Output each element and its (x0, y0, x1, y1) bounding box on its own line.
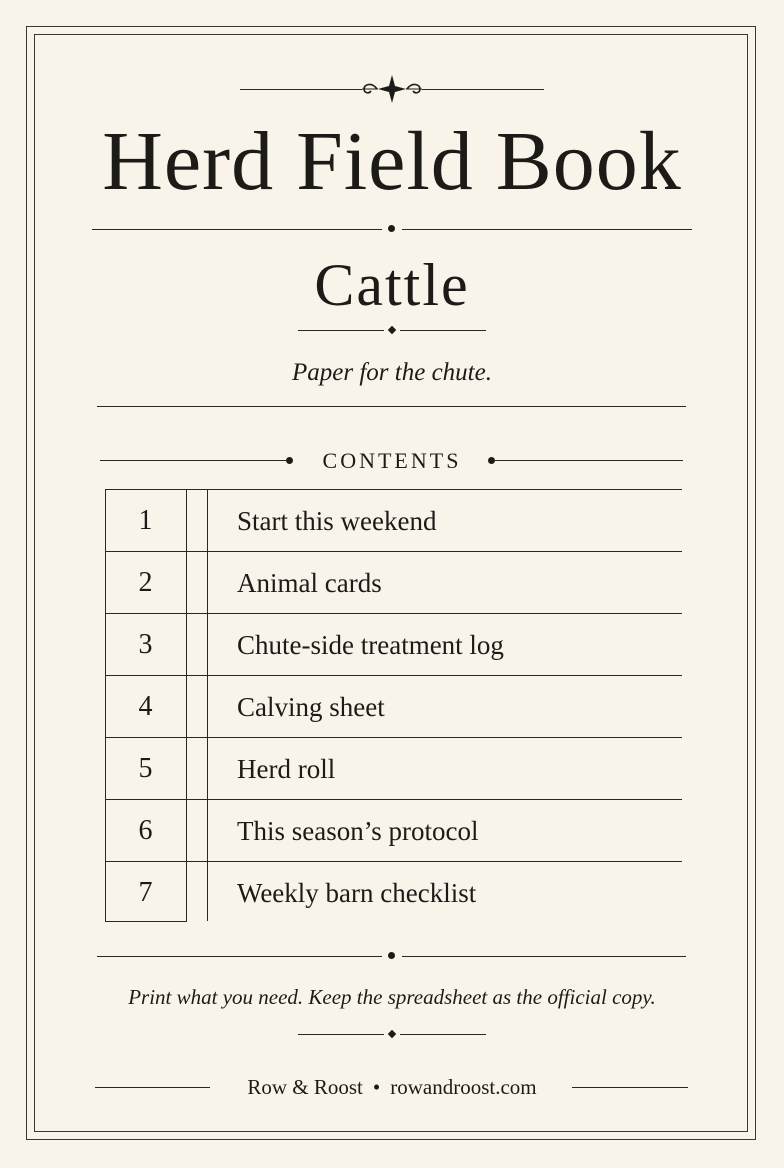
top-ornament-rule-right (422, 89, 544, 90)
subtitle-ornament-rule-left (298, 330, 384, 331)
contents-row-number: 2 (138, 567, 153, 598)
contents-row-label: Weekly barn checklist (237, 878, 477, 908)
contents-row (105, 613, 682, 675)
contents-row-label: Start this weekend (237, 506, 437, 536)
footer-separator: • (372, 1075, 381, 1099)
footer-rule-left (95, 1087, 210, 1088)
note-rule-left (97, 956, 382, 957)
print-note: Print what you need. Keep the spreadsheet as the official copy. (128, 985, 656, 1009)
contents-row-number: 5 (138, 753, 153, 784)
contents-rule-left (100, 460, 286, 461)
footer-rule-right (572, 1087, 688, 1088)
contents-table (105, 489, 682, 923)
note-ornament-rule-left (298, 1034, 384, 1035)
contents-heading: CONTENTS (322, 448, 462, 473)
title-rule-left (92, 229, 382, 230)
footer (210, 1072, 574, 1102)
title-rule-dot (388, 225, 395, 232)
contents-row-number: 3 (138, 629, 153, 660)
page-title: Herd Field Book (102, 115, 682, 208)
contents-row-label: Animal cards (237, 568, 382, 598)
contents-row (105, 489, 682, 551)
contents-row-number: 7 (138, 877, 153, 908)
contents-row (105, 737, 682, 799)
contents-row-number: 1 (138, 505, 153, 536)
flourish-star-icon (360, 74, 424, 104)
note-rule-dot (388, 952, 395, 959)
note-rule-right (402, 956, 686, 957)
contents-row-label: Chute-side treatment log (237, 630, 504, 660)
contents-row-label: Calving sheet (237, 692, 385, 722)
contents-row (105, 551, 682, 613)
footer-website-link[interactable]: rowandroost.com (390, 1075, 537, 1099)
footer-brand: Row & Roost (247, 1075, 363, 1099)
contents-row (105, 675, 682, 737)
title-rule-right (402, 229, 692, 230)
contents-margin-line (207, 489, 208, 921)
contents-dot-left (286, 457, 293, 464)
contents-number-box-bottom (105, 921, 187, 922)
tagline: Paper for the chute. (292, 359, 492, 386)
subtitle-ornament-rule-right (400, 330, 486, 331)
contents-number-box-right (186, 489, 187, 921)
contents-dot-right (488, 457, 495, 464)
contents-number-box-left (105, 489, 106, 921)
contents-row-label: This season’s protocol (237, 816, 479, 846)
contents-row (105, 799, 682, 861)
contents-row-number: 6 (138, 815, 153, 846)
note-ornament-rule-right (400, 1034, 486, 1035)
contents-rule-right (495, 460, 683, 461)
tagline-divider (97, 406, 686, 407)
page-subtitle: Cattle (314, 252, 470, 318)
contents-row-number: 4 (138, 691, 153, 722)
contents-row-label: Herd roll (237, 754, 336, 784)
contents-row (105, 861, 682, 923)
top-ornament-rule-left (240, 89, 362, 90)
